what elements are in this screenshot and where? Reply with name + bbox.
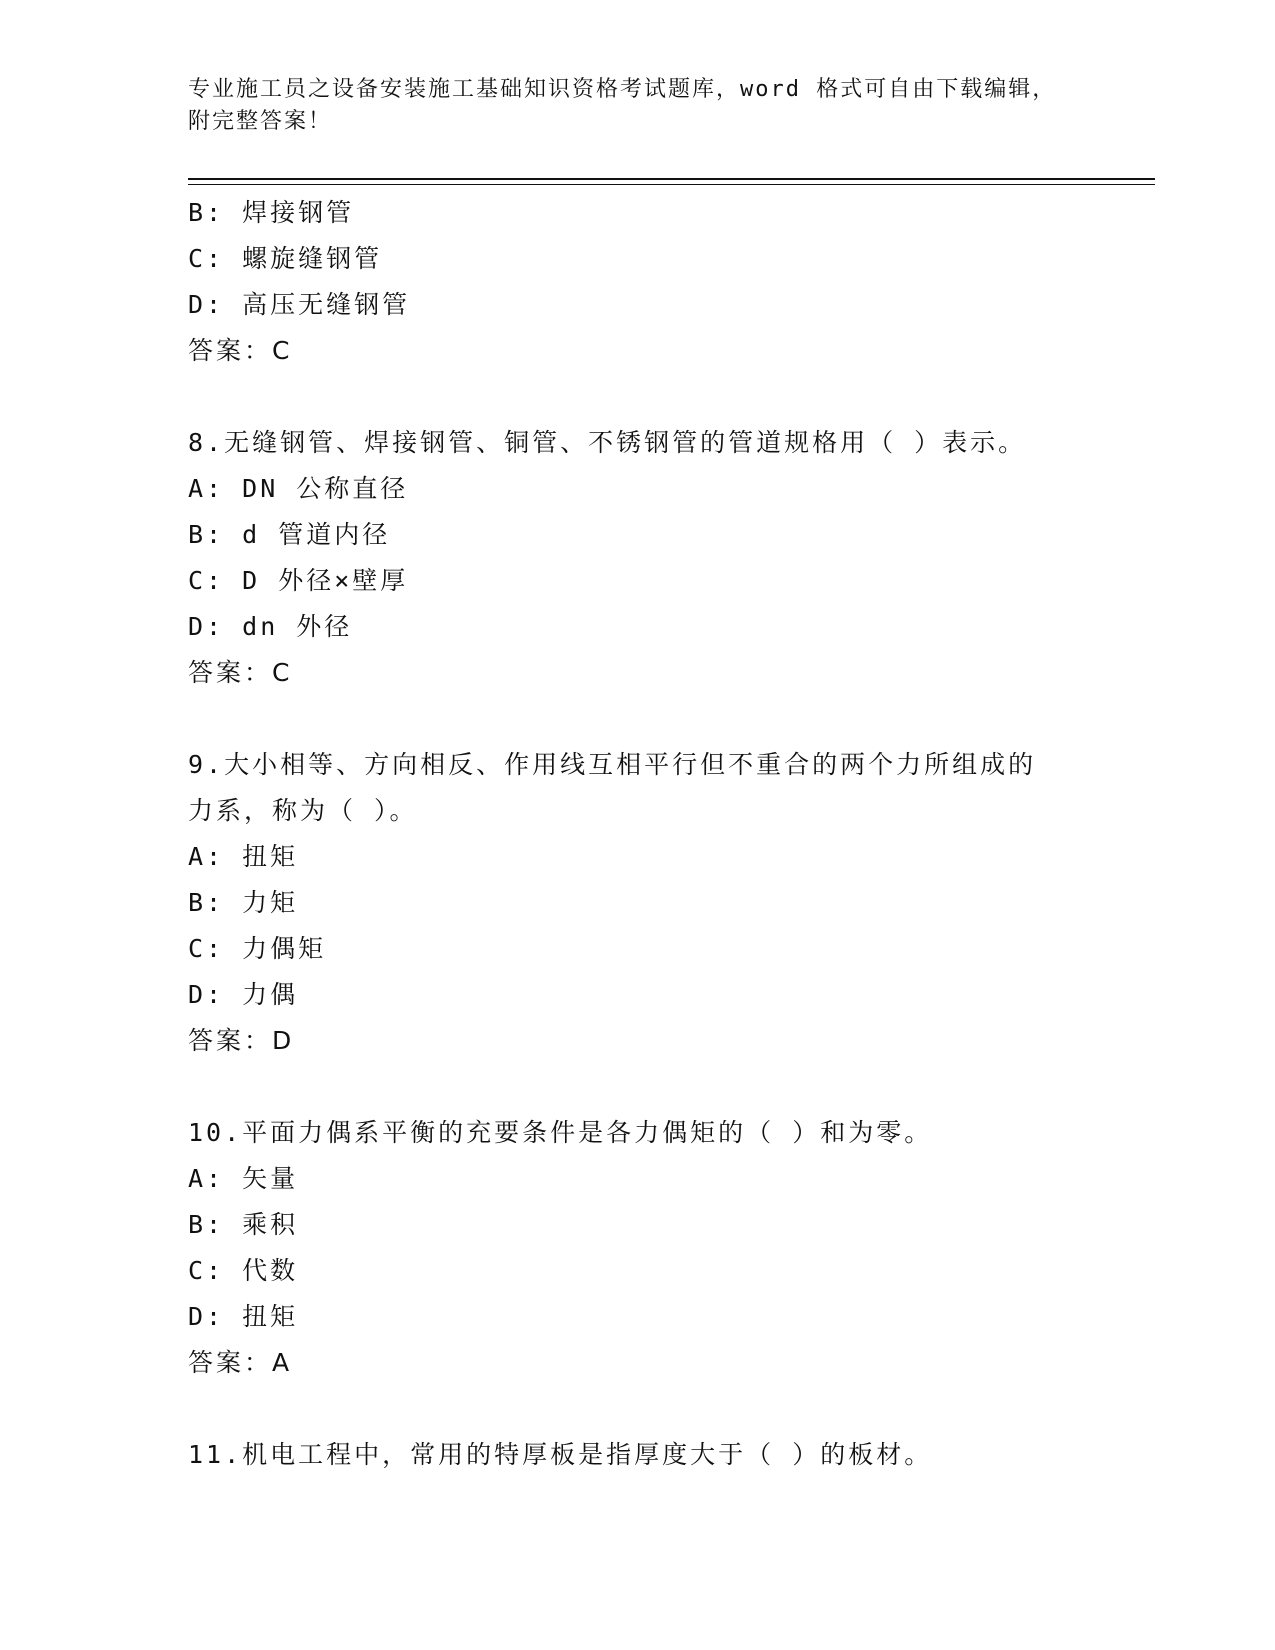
answer-line: 答案：C <box>188 658 293 687</box>
question-list <box>188 190 1088 1478</box>
question-10 <box>188 1110 1088 1386</box>
question-8 <box>188 420 1088 696</box>
header-line-2: 附完整答案！ <box>188 109 333 134</box>
question-11 <box>188 1432 1088 1478</box>
option-c: C: 力偶矩 <box>188 934 327 963</box>
option-a: A: 扭矩 <box>188 842 299 871</box>
option-a: A: DN 公称直径 <box>188 474 409 503</box>
option-b: B: 乘积 <box>188 1210 299 1239</box>
header-divider-thick <box>188 178 1155 180</box>
option-d: D: 力偶 <box>188 980 299 1009</box>
header-divider-thin <box>188 184 1155 185</box>
option-c: C: 螺旋缝钢管 <box>188 244 383 273</box>
option-b: B: 力矩 <box>188 888 299 917</box>
option-c: C: 代数 <box>188 1256 299 1285</box>
answer-line: 答案：C <box>188 336 293 365</box>
header-line-1: 专业施工员之设备安装施工基础知识资格考试题库，word 格式可自由下载编辑， <box>188 77 1057 102</box>
question-9 <box>188 742 1088 1064</box>
option-d: D: 高压无缝钢管 <box>188 290 411 319</box>
answer-line: 答案：A <box>188 1348 293 1377</box>
option-a: A: 矢量 <box>188 1164 299 1193</box>
question-text: 8.无缝钢管、焊接钢管、铜管、不锈钢管的管道规格用（ ）表示。 <box>188 428 1027 457</box>
partial-question-7 <box>188 190 1088 374</box>
question-text: 11.机电工程中，常用的特厚板是指厚度大于（ ）的板材。 <box>188 1440 933 1469</box>
option-c: C: D 外径×壁厚 <box>188 566 409 595</box>
option-d: D: dn 外径 <box>188 612 353 641</box>
option-b: B: 焊接钢管 <box>188 198 355 227</box>
question-text-line-1: 9.大小相等、方向相反、作用线互相平行但不重合的两个力所组成的 <box>188 750 1037 779</box>
option-b: B: d 管道内径 <box>188 520 391 549</box>
question-text: 10.平面力偶系平衡的充要条件是各力偶矩的（ ）和为零。 <box>188 1118 933 1147</box>
answer-line: 答案：D <box>188 1026 295 1055</box>
question-text-line-2: 力系，称为（ ）。 <box>188 796 418 825</box>
document-header <box>188 74 1068 138</box>
option-d: D: 扭矩 <box>188 1302 299 1331</box>
